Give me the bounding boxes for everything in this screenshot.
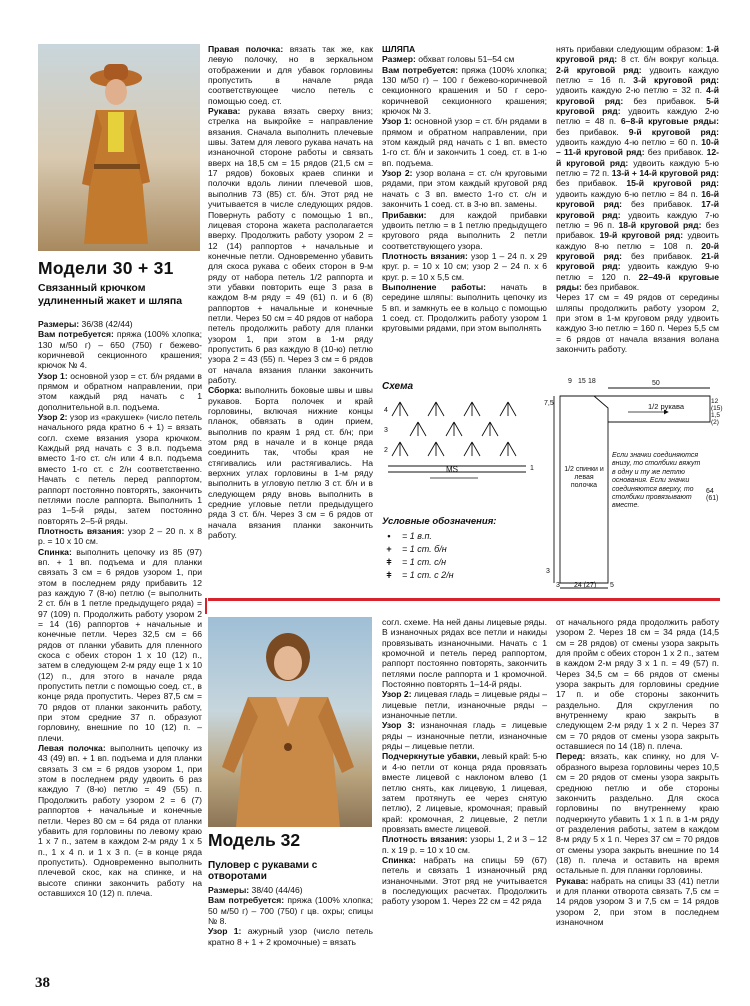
- model-32-column-2: [382, 617, 547, 907]
- legend: [382, 516, 542, 583]
- models-30-31-column-2: [208, 44, 373, 541]
- paragraph: Вам потребуется: пряжа (100% хлопка; 130 м/50 г) – 650 (750) г бежево-коричневой секционного крашения; крючок № 4.: [38, 329, 203, 371]
- schematic-note: Если значки соединяются внизу, то столбики вяжут в одну и ту же петлю основания. Если значки соединяются вверху, то столбики провязывают вместе.: [612, 452, 701, 510]
- paragraph: Размеры: 36/38 (42/44): [38, 319, 133, 329]
- paragraph: Узор 2: лицевая гладь = лицевые ряды – лицевые петли, изнаночные ряды – изнаночные петли.: [382, 689, 547, 721]
- paragraph: от начального ряда продолжить работу узором 2. Через 18 см = 34 ряда (14,5 см = 28 рядов) от смены узора закрыть для пройм с обеих сторон 1 х 2 п., затем в каждом 2-м ряду 3 х 1 п. = 49 (57) п. Через 34,5 см = 66 рядов от смены узора закрыть для горловины средние 17 п. и обе стороны закончить раздельно. Для скругления по внутреннему краю закрыть в следующем 2-м ряду 1 х 2 п. Через 37 см = 70 рядов от смены узора закрыть оставшиеся по 14 (18) п. плеча.: [556, 617, 719, 752]
- models-30-31-column-4: [556, 44, 719, 354]
- sleeve-label: 1/2 рукава: [648, 402, 685, 411]
- paragraph: Размер: обхват головы 51–54 см: [382, 54, 515, 65]
- svg-text:3: 3: [384, 427, 388, 434]
- paragraph: Через 17 см = 49 рядов от середины шляпы продолжить работу узором 2, при этом в 1-м круговом ряду удвоить каждую 3-ю петлю = 160 п. Через 5,5 см = 6 рядов от начала вязания волана закончить работу.: [556, 292, 719, 354]
- paragraph: Подчеркнутые убавки, левый край: 5-ю и 4-ю петли от конца ряда провязать вместе лицевой с наклоном влево (1 петлю снять, как лицевую, 1 лицевая, затем протянуть ее через снятую петлю), 2 лицевые, кромочная; правый край: кромочная, 2 лицевые, 2 петли провязать вместе лицевой.: [382, 751, 548, 834]
- legend-row: + = 1 ст. б/н: [382, 544, 542, 554]
- models-30-31-column-1: [38, 319, 202, 898]
- paragraph: Размеры: 38/40 (44/46): [208, 885, 303, 895]
- models-30-31-subtitle: Связанный крючком удлиненный жакет и шляпа: [38, 282, 183, 307]
- page-number: 38: [35, 975, 50, 991]
- paragraph: Узор 1: ажурный узор (число петель кратно 8 + 1 + 2 кромочные) = вязать: [208, 926, 373, 947]
- chart-ms-label: MS: [446, 465, 458, 474]
- pullover-model-figure: [208, 617, 372, 827]
- paragraph: нять прибавки следующим образом: 1-й круговой ряд: 8 ст. б/н вокруг кольца. 2-й круговой ряд: удвоить каждую петлю = 16 п. 3-й круговой ряд: удвоить каждую 2-ю петлю = 32 п. 4-й круговой ряд: без прибавок. 5-й круговой ряд: удвоить каждую 2-ю петлю = 48 п. 6–8-й круговые ряды: без прибавок. 9-й круговой ряд: удвоить каждую 4-ю петлю = 60 п. 10-й – 11-й круговой ряд: без прибавок. 12-й круговой ряд: удвоить каждую 5-ю петлю = 72 п. 13-й + 14-й круговой ряд: без прибавок. 15-й круговой ряд: удвоить каждую 6-ю петлю = 84 п. 16-й круговой ряд: без прибавок. 17-й круговой ряд: удвоить каждую 7-ю петлю = 96 п. 18-й круговой ряд: без прибавок. 19-й круговой ряд: удвоить каждую 8-ю петлю = 108 п. 20-й круговой ряд: без прибавок. 21-й круговой ряд: удвоить каждую 9-ю петлю = 120 п. 22–49-й круговые ряды: без прибавок.: [556, 44, 719, 292]
- paragraph: согл. схеме. На ней даны лицевые ряды. В изнаночных рядах все петли и накиды провязывать изнаночными. Начать с 1 кромочной и петель перед раппортом, раппорт постоянно повторять, закончить петлями после раппорта и 1 кромочной. Постоянно повторять 1–14-й ряды.: [382, 617, 547, 690]
- paragraph: Плотность вязания: узор 2 – 20 п. х 8 р. = 10 х 10 см.: [38, 525, 202, 547]
- paragraph: Узор 2: узор из «ракушек» (число петель начального ряда кратно 6 + 1) = вязать согл. схеме вязания узора крючком. Каждый ряд начать с 3 в.п. подъема вместо 1-го ст. с/н или 4 в.п. подъема вместо 1-го ст. с 2/н соответственно. Начать с петель перед раппортом, раппорт постоянно повторять, закончить петлями после раппорта. Выполнить 1 раз 1–5-й ряды, затем постоянно повторять 2–5-й ряды.: [38, 412, 202, 526]
- paragraph: Правая полочка: вязать так же, как левую полочку, но в зеркальном отображении и для убавок горловины пропустить в начале ряда соответствующее число петель с помощью соед. ст.: [208, 44, 373, 106]
- paragraph: Узор 3: изнаночная гладь = лицевые ряды – изнаночные петли, изнаночные ряды – лицевые петли.: [382, 720, 547, 752]
- model-30-31-photo: [38, 44, 200, 251]
- model-32-column-3: [556, 617, 719, 927]
- crochet-chart: [382, 381, 542, 491]
- model-32-subtitle: Пуловер с рукавами с отворотами: [208, 860, 318, 882]
- paragraph: Перед: вязать, как спинку, но для V-образного выреза горловины через 10,5 см = 20 рядов от смены узора закрыть среднюю петлю и обе стороны закончить раздельно. Для скоса горловины по внутреннему краю подчеркнуто убавить 1 х 1 п. в 1-м ряду от разделения работы, затем в каждом 8-м ряду 5 х 1 п. Через 37 см = 70 рядов от смены узора закрыть внешние по 14 (18) п. плеча и оставить на время остальные п. для планки горловины.: [556, 751, 719, 876]
- paragraph: Узор 1: основной узор = ст. б/н рядами в прямом и обратном направлении, при этом каждый ряд начать с 1 дополнительной в.п. подъема.: [38, 370, 202, 412]
- legend-row: ǂ = 1 ст. с 2/н: [382, 570, 542, 580]
- paragraph: Рукава: рукава вязать сверху вниз; стрелка на выкройке = направление вязания. Сначала выполнить плечевые швы. Затем для левого рукава начать на изнаночной стороне работы и связать вверх на 18,5 см = 15 рядов (21,5 см = 17 рядов) боковых краев спинки и полочки вдоль линии плечевой шов, выполнив 73 (85) ст. б/н. Этот ряд не учитывается в числе следующих рядов. Повернуть работу с помощью 1 вп., лицевая сторона жакета располагается вверху. Продолжить работу узором 2 = 12 (14) раппортов + начальные и конечные петли. Одновременно убавить для скоса рукава с обеих сторон в 9-м ряду от набора петель 1/2 раппорта и эти убавки повторить еще 3 раза в каждом 8-м ряду = 49 (61) п. и 6 (8) раппортов + начальные и конечные петли. Через 50 см = 40 рядов от набора петель продолжить работу для планки узором 1, при этом в 1-м ряду пропустить 6 раз каждую 8 (10-ю) петлю узора 2 = 43 (55) п. Через 3 см = 6 рядов от начала вязания планки закончить работу.: [208, 106, 373, 385]
- section-divider-vertical: [205, 598, 207, 614]
- model-32-column-1: [208, 885, 373, 947]
- paragraph: Выполнение работы: начать в середине шляпы: выполнить цепочку из 5 вп. и замкнуть ее в кольцо с помощью 1 соед. ст. Продолжить работу узором 1 круговыми рядами, при этом выполнять: [382, 281, 547, 334]
- paragraph: Сборка: выполнить боковые швы и швы рукавов. Борта полочек и край горловины, включая нижние концы планок, обвязать в один прием, выполнив по краям 1 ряд ст. б/н; при этом ряд в начале и в конце ряда соединить так, чтобы края не стягивались или растягивались. На верхних углах горловины в 1-м ряду выполнить в угловую петлю 3 ст. б/н и в следующем ряду вновь выполнить в средние угловые петли предыдущего ряда 3 ст. б/н. Через 3 см = 6 рядов от начала вязания планки закончить работу.: [208, 385, 373, 541]
- body-label: 1/2 спинки и левая полочка: [564, 466, 604, 490]
- chain-stitch-icon: •: [387, 531, 391, 541]
- paragraph: Узор 2: узор волана = ст. с/н круговыми рядами, при этом каждый круговой ряд начать с 3 вп. вместо 1-го ст. с/н и закончить 1 соед. ст. в 3-ю вп. замены.: [382, 168, 547, 210]
- paragraph: Плотность вязания: узор 1 – 24 п. х 29 круг. р. = 10 х 10 см; узор 2 – 24 п. х 6 круг. р. = 10 х 5,5 см.: [382, 250, 547, 282]
- paragraph: Спинка: выполнить цепочку из 85 (97) вп. + 1 вп. подъема и для планки связать 3 см = 6 рядов узором 1, при этом в последнем ряду прибавить 12 раз каждую 7 (8-ю) петлю (= выполнить 2 ст. б/н в 1 петле предыдущего ряда) = 97 (109) п. Продолжить работу узором 2 = 14 (16) раппортов + начальные и конечные петли. Через 32,5 см = 66 рядов от планки убавить для пленного скоса с обеих сторон 1 х 10 (12) п., затем в следующем 2-м ряду еще 1 х 10 (12) п., для этого в начале ряда пропустить петли с помощью соед. ст., в конце ряда пропустить. Через 87,5 см = 70 рядов от планки закончить работу, при этом средние 37 п. образуют горловину, внешние по 10 (12) п. – плечи.: [38, 546, 202, 743]
- paragraph: Левая полочка: выполнить цепочку из 43 (49) вп. + 1 вп. подъема и для планки связать 3 см = 6 рядов узором 1, при этом в последнем ряду удвоить 6 раз каждую 7 (8-ю) петлю = 49 (55) п. Продолжить работу узором 2 = 6 (7) раппортов + начальные и конечные петли. Через 80 см = 64 ряда от планки убавить для горловины по левому краю 1 х 7 п., затем в каждом 2-м ряду 1 х 5 п., 1 х 4 п. и 1 х 3 п. (= в конце ряда пропустить). Одновременно выполнить плечевой скос, как на спинке, и на высоте спинки закончить работу на оставшихся 10 (12) п. плеча.: [38, 743, 202, 898]
- paragraph: Узор 1: основной узор = ст. б/н рядами в прямом и обратном направлении, при этом каждый ряд начать с 1 вп. вместо 1-го ст. б/н и закончить 1 соед. ст. в 1-ю вп. подъема.: [382, 116, 547, 168]
- paragraph: Прибавки: для каждой прибавки удвоить петлю = в 1 петлю предыдущего кругового ряда выполнить 2 петли соответствующего узора.: [382, 209, 547, 251]
- section-divider: [208, 598, 720, 601]
- models-30-31-column-3: [382, 44, 547, 334]
- treble-crochet-icon: ǂ: [386, 570, 392, 580]
- crochet-chart-symbols: [382, 392, 542, 487]
- svg-text:2: 2: [384, 447, 388, 454]
- model-32-photo: [208, 617, 372, 827]
- models-30-31-title: Модели 30 + 31: [38, 258, 174, 278]
- svg-text:1: 1: [530, 465, 534, 472]
- jacket-schematic: 9 15 18 50 1/2 рукава 1/2 спинки и левая полочка Если значки соединяются внизу, то столбики вяжут в одну и ту же петлю основания. Если значки соединяются вверху, то столбики провязывают вместе. 7,5 3 64 (61) 12 (15) 1,5 (2) 3 24 (27) 5: [548, 378, 726, 593]
- paragraph: Спинка: набрать на спицы 59 (67) петель и связать 1 изнаночный ряд изнаночными. Этот ряд не учитывается в последующих расчетах. Продолжить работу узором 1. Через 22 см = 42 ряда: [382, 854, 547, 907]
- model-32-title: Модель 32: [208, 830, 301, 850]
- svg-text:4: 4: [384, 407, 388, 414]
- jacket-model-figure: [38, 44, 200, 251]
- paragraph: Вам потребуется: пряжа (100% хлопка; 50 м/50 г) – 700 (750) г цв. охры; спицы № 8.: [208, 895, 374, 927]
- legend-row: • = 1 в.п.: [382, 531, 542, 541]
- chart-title: Схема: [382, 381, 414, 392]
- legend-title: Условные обозначения:: [382, 516, 497, 527]
- paragraph: Вам потребуется: пряжа (100% хлопка; 130 м/50 г) – 100 г бежево-коричневой секционного крашения и 50 г серо-коричневой секционного крашения; крючок № 3.: [382, 64, 548, 117]
- legend-row: ǂ = 1 ст. с/н: [382, 557, 542, 567]
- paragraph: Плотность вязания: узоры 1, 2 и 3 – 12 п. х 19 р. = 10 х 10 см.: [382, 834, 547, 855]
- single-crochet-icon: +: [386, 544, 392, 554]
- paragraph: Рукава: набрать на спицы 33 (41) петли и для планки отворота связать 7,5 см = 14 рядов узором 3 и 7,5 см = 14 рядов узором 2, при этом в последнем изнаночном: [556, 875, 719, 927]
- double-crochet-icon: ǂ: [386, 557, 392, 567]
- paragraph: ШЛЯПА: [382, 44, 416, 54]
